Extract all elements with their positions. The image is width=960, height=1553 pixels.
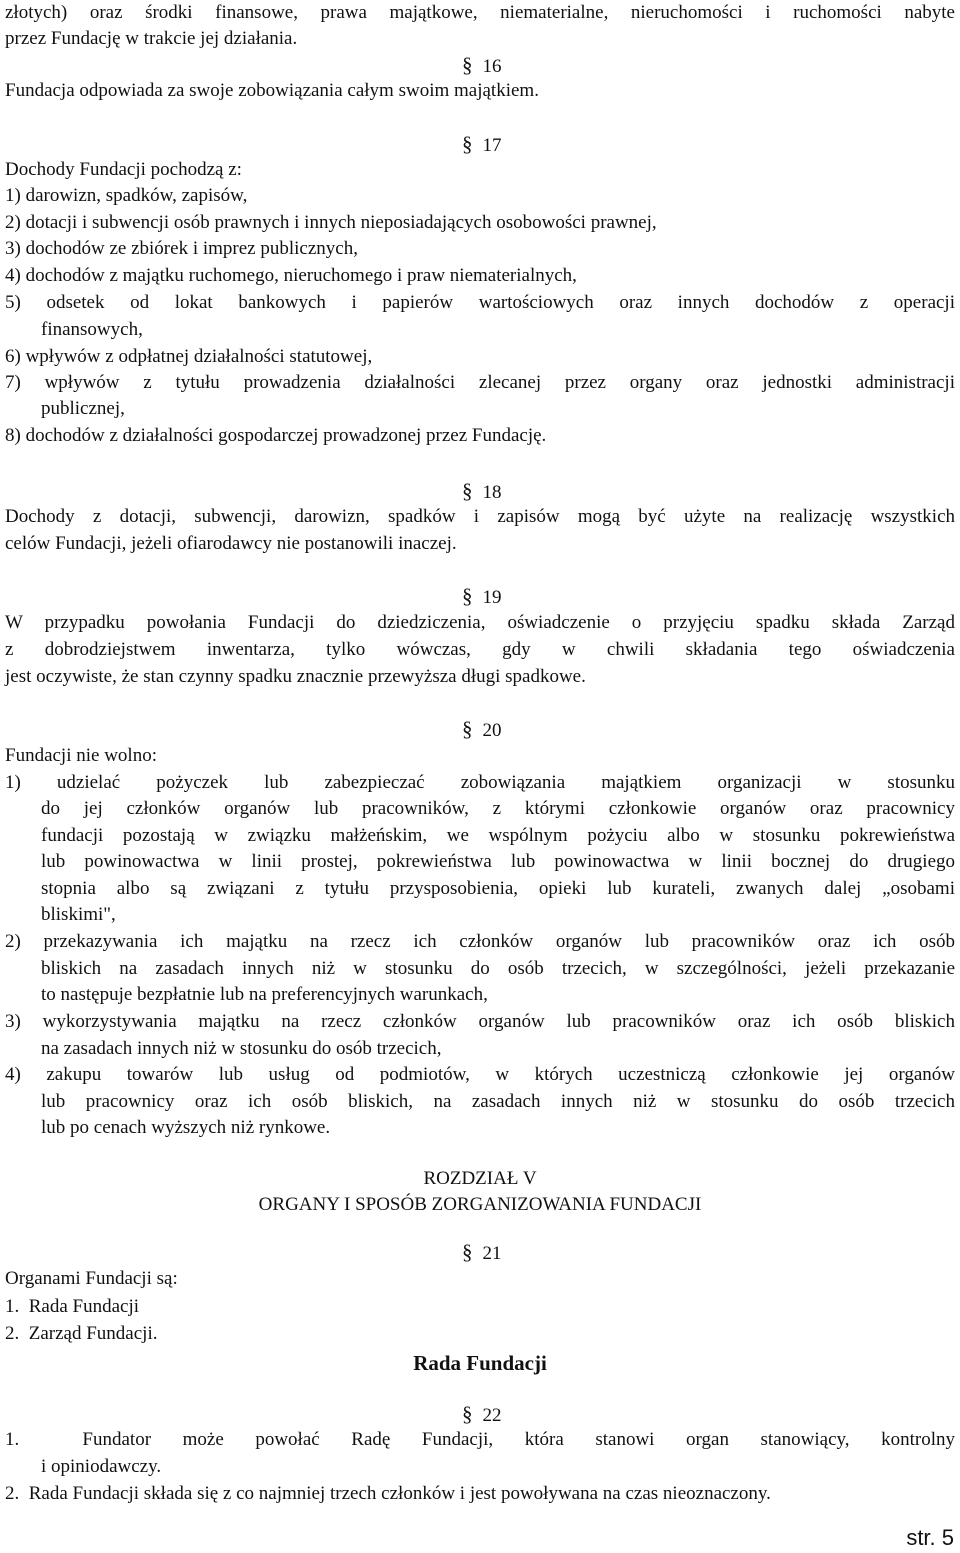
list-item: 1. Fundator może powołać Radę Fundacji, która stanowi organ stanowiący, kontrolny <box>5 1429 955 1450</box>
list-item: 8) dochodów z działalności gospodarczej prowadzonej przez Fundację. <box>5 425 547 446</box>
section-sign: § <box>462 479 473 503</box>
text-line: W przypadku powołania Fundacji do dziedziczenia, oświadczenie o przyjęciu spadku składa Zarząd <box>5 612 955 633</box>
list-item: 4) zakupu towarów lub usług od podmiotów, w których uczestniczą członkowie jej organów <box>5 1064 955 1085</box>
paragraph-number: § 19 <box>462 584 502 608</box>
section-sign: § <box>462 53 473 77</box>
chapter-title: ORGANY I SPOSÓB ZORGANIZOWANIA FUNDACJI <box>258 1194 702 1215</box>
chapter-label: ROZDZIAŁ V <box>423 1168 537 1189</box>
paragraph-number: § 21 <box>462 1240 502 1264</box>
list-item: 3) wykorzystywania majątku na rzecz członków organów lub pracowników oraz ich osób bliskich <box>5 1011 955 1032</box>
text-line: celów Fundacji, jeżeli ofiarodawcy nie postanowili inaczej. <box>5 533 457 554</box>
page-number: str. 5 <box>906 1525 954 1550</box>
list-item: 2. Rada Fundacji składa się z co najmniej trzech członków i jest powoływana na czas nieoznaczony. <box>5 1483 771 1504</box>
list-item-continuation: to następuje bezpłatnie lub na preferencyjnych warunkach, <box>41 984 488 1005</box>
list-item: 1) darowizn, spadków, zapisów, <box>5 185 248 206</box>
list-item: 2) dotacji i subwencji osób prawnych i innych nieposiadających osobowości prawnej, <box>5 212 657 233</box>
paragraph-number: § 20 <box>462 717 502 741</box>
section-heading: Rada Fundacji <box>413 1351 547 1375</box>
list-item: 4) dochodów z majątku ruchomego, nieruchomego i praw niematerialnych, <box>5 265 577 286</box>
list-item: 1) udzielać pożyczek lub zabezpieczać zobowiązania majątkiem organizacji w stosunku <box>5 772 955 793</box>
list-item: 2) przekazywania ich majątku na rzecz ich członków organów lub pracowników oraz ich osób <box>5 931 955 952</box>
paragraph-number: § 22 <box>462 1402 502 1426</box>
section-sign: § <box>462 1402 473 1426</box>
list-item: 5) odsetek od lokat bankowych i papierów wartościowych oraz innych dochodów z operacji <box>5 292 955 313</box>
paragraph-number: § 17 <box>462 132 502 156</box>
list-item-continuation: na zasadach innych niż w stosunku do osób trzecich, <box>41 1038 442 1059</box>
text-line: Dochody z dotacji, subwencji, darowizn, spadków i zapisów mogą być użyte na realizację wszystkich <box>5 506 955 527</box>
text-line: jest oczywiste, że stan czynny spadku znacznie przewyższa długi spadkowe. <box>5 666 586 687</box>
text-line: Fundacji nie wolno: <box>5 745 157 766</box>
list-item: 7) wpływów z tytułu prowadzenia działalności zlecanej przez organy oraz jednostki administracji <box>5 372 955 393</box>
list-item-continuation: stopnia albo są związani z tytułu przysposobienia, opieki lub kurateli, zwanych dalej „osobami <box>41 878 955 899</box>
list-item-continuation: i opiniodawczy. <box>41 1456 162 1477</box>
section-sign: § <box>462 717 473 741</box>
text-line: przez Fundację w trakcie jej działania. <box>5 28 298 49</box>
section-sign: § <box>462 132 473 156</box>
list-item-continuation: fundacji pozostają w związku małżeńskim, we wspólnym pożyciu albo w stosunku pokrewieństwa <box>41 825 955 846</box>
list-item-continuation: lub po cenach wyższych niż rynkowe. <box>41 1117 331 1138</box>
section-sign: § <box>462 584 473 608</box>
list-item-continuation: bliskimi", <box>41 904 116 925</box>
paragraph-number: § 18 <box>462 479 502 503</box>
list-item-continuation: finansowych, <box>41 319 143 340</box>
list-item: 2. Zarząd Fundacji. <box>5 1323 158 1344</box>
list-item: 1. Rada Fundacji <box>5 1296 140 1317</box>
section-sign: § <box>462 1240 473 1264</box>
text-line: Dochody Fundacji pochodzą z: <box>5 159 242 180</box>
text-line: z dobrodziejstwem inwentarza, tylko wówczas, gdy w chwili składania tego oświadczenia <box>5 639 955 660</box>
list-item-continuation: do jej członków organów lub pracowników, z którymi członkowie organów oraz pracownicy <box>41 798 955 819</box>
list-item-continuation: bliskich na zasadach innych niż w stosunku do osób trzecich, w szczególności, jeżeli przekazanie <box>41 958 955 979</box>
text-line: złotych) oraz środki finansowe, prawa majątkowe, niematerialne, nieruchomości i ruchomości nabyte <box>5 2 955 23</box>
text-line: Fundacja odpowiada za swoje zobowiązania całym swoim majątkiem. <box>5 80 539 101</box>
list-item: 6) wpływów z odpłatnej działalności statutowej, <box>5 346 373 367</box>
text-line: Organami Fundacji są: <box>5 1268 178 1289</box>
paragraph-number: § 16 <box>462 53 502 77</box>
list-item-continuation: lub pracownicy oraz ich osób bliskich, na zasadach innych niż w stosunku do osób trzecich <box>41 1091 955 1112</box>
list-item-continuation: lub powinowactwa w linii prostej, pokrewieństwa lub powinowactwa w linii bocznej do drugiego <box>41 851 955 872</box>
list-item-continuation: publicznej, <box>41 398 125 419</box>
list-item: 3) dochodów ze zbiórek i imprez publicznych, <box>5 238 358 259</box>
